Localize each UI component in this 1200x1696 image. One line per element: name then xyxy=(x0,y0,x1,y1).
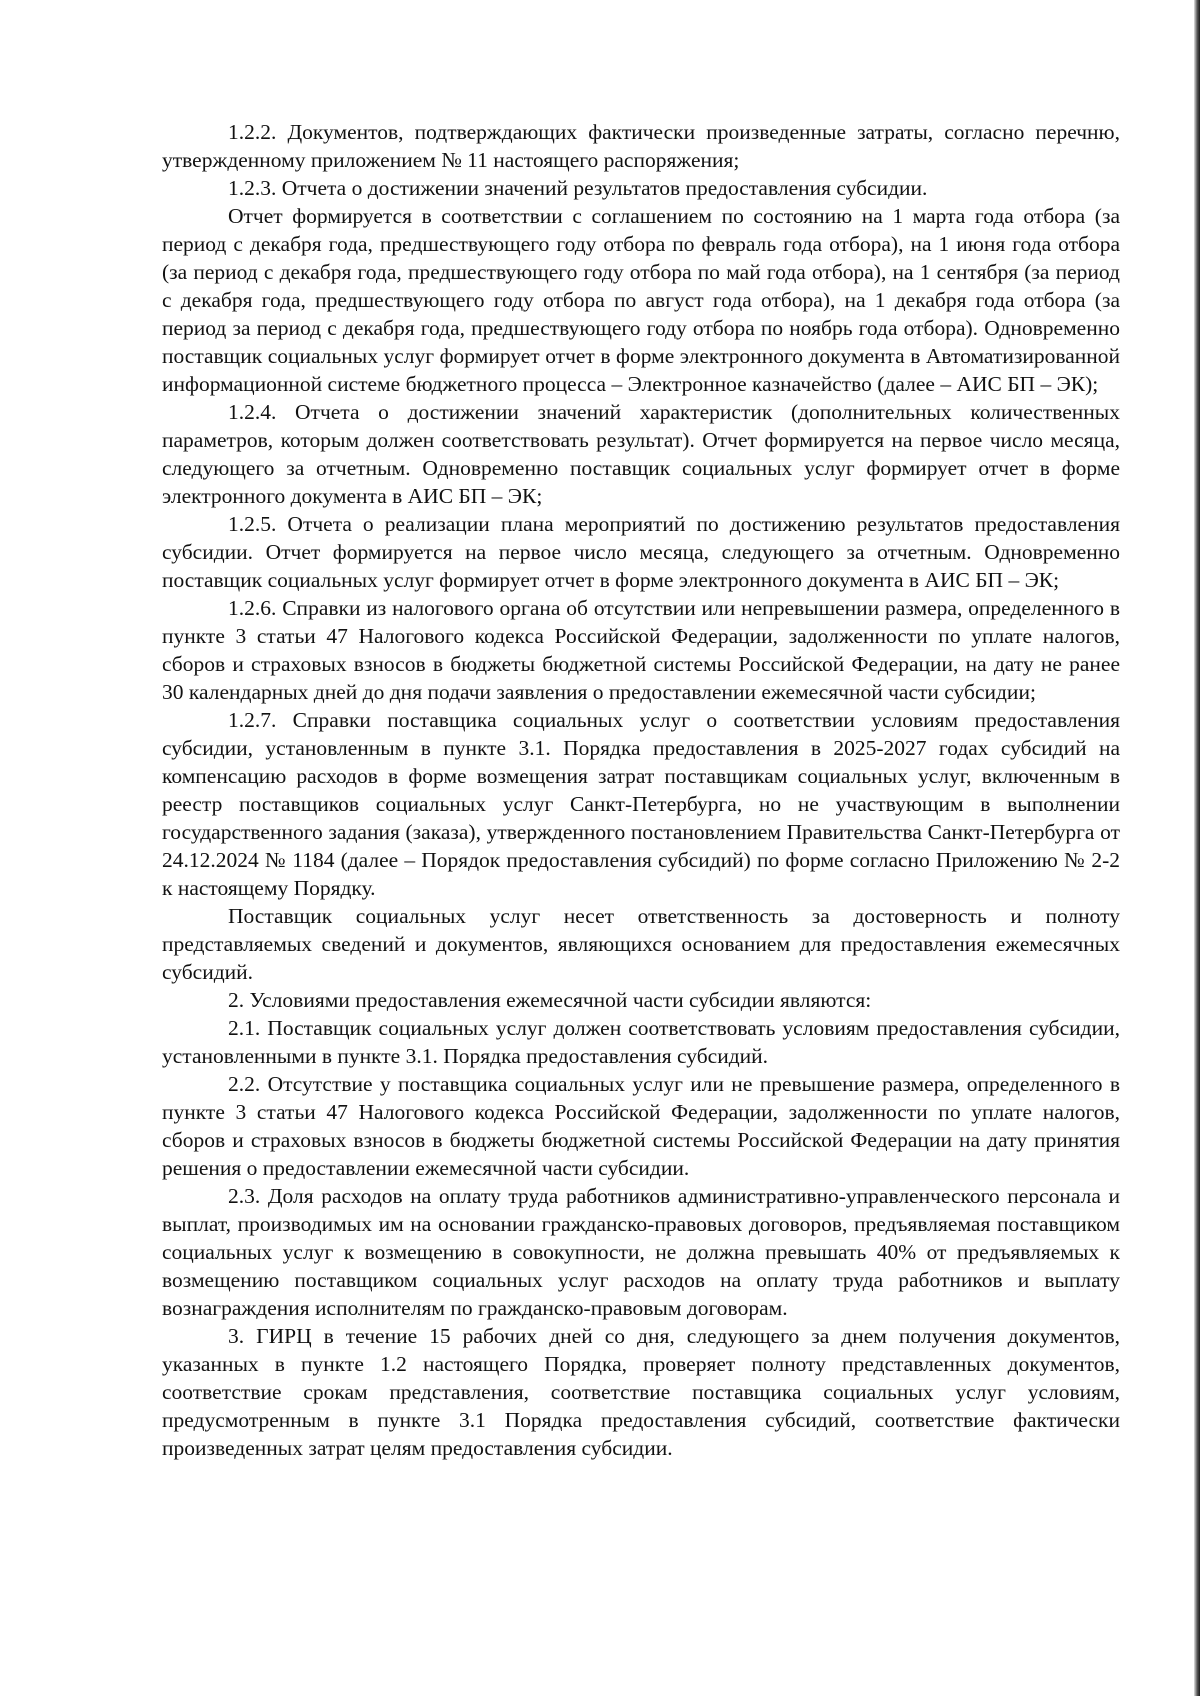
paragraph-responsibility: Поставщик социальных услуг несет ответственность за достоверность и полноту представляемых сведений и документов, являющихся основанием для предоставления ежемесячных субсидий. xyxy=(162,904,1120,984)
paragraph-1-2-3: 1.2.3. Отчета о достижении значений результатов предоставления субсидии. xyxy=(228,176,928,200)
paragraph-1-2-5: 1.2.5. Отчета о реализации плана мероприятий по достижению результатов предоставления субсидии. Отчет формируется на первое число месяца, следующего за отчетным. Одновременно поставщик социальных услуг формирует отчет в форме электронного документа в АИС БП – ЭК; xyxy=(162,512,1120,592)
paragraph-1-2-6: 1.2.6. Справки из налогового органа об отсутствии или непревышении размера, определенного в пункте 3 статьи 47 Налогового кодекса Российской Федерации, задолженности по уплате налогов, сборов и страховых взносов в бюджеты бюджетной системы Российской Федерации, на дату не ранее 30 календарных дней до дня подачи заявления о предоставлении ежемесячной части субсидии; xyxy=(162,596,1120,704)
paragraph-3: 3. ГИРЦ в течение 15 рабочих дней со дня, следующего за днем получения документов, указанных в пункте 1.2 настоящего Порядка, проверяет полноту представленных документов, соответствие срокам представления, соответствие поставщика социальных услуг условиям, предусмотренным в пункте 3.1 Порядка предоставления субсидий, соответствие фактически произведенных затрат целям предоставления субсидии. xyxy=(162,1324,1120,1460)
paragraph-1-2-7: 1.2.7. Справки поставщика социальных услуг о соответствии условиям предоставления субсидии, установленным в пункте 3.1. Порядка предоставления в 2025-2027 годах субсидий на компенсацию расходов в форме возмещения затрат поставщикам социальных услуг, включенным в реестр поставщиков социальных услуг Санкт-Петербурга, но не участвующим в выполнении государственного задания (заказа), утвержденного постановлением Правительства Санкт-Петербурга от 24.12.2024 № 1184 (далее – Порядок предоставления субсидий) по форме согласно Приложению № 2-2 к настоящему Порядку. xyxy=(162,708,1120,900)
paragraph-2-3: 2.3. Доля расходов на оплату труда работников административно-управленческого персонала и выплат, производимых им на основании гражданско-правовых договоров, предъявляемая поставщиком социальных услуг к возмещению в совокупности, не должна превышать 40% от предъявляемых к возмещению поставщиком социальных услуг расходов на оплату труда работников и выплату вознаграждения исполнителям по гражданско-правовым договорам. xyxy=(162,1184,1120,1320)
paragraph-2: 2. Условиями предоставления ежемесячной части субсидии являются: xyxy=(228,988,872,1012)
paragraph-1-2-2: 1.2.2. Документов, подтверждающих фактически произведенные затраты, согласно перечню, утвержденному приложением № 11 настоящего распоряжения; xyxy=(162,120,1120,172)
document-body xyxy=(162,118,1120,1462)
paragraph-report-schedule: Отчет формируется в соответствии с соглашением по состоянию на 1 марта года отбора (за период с декабря года, предшествующего году отбора по февраль года отбора), на 1 июня года отбора (за период с декабря года, предшествующего году отбора по май года отбора), на 1 сентября (за период с декабря года, предшествующего году отбора по август года отбора), на 1 декабря года отбора (за период за период с декабря года, предшествующего году отбора по ноябрь года отбора). Одновременно поставщик социальных услуг формирует отчет в форме электронного документа в Автоматизированной информационной системе бюджетного процесса – Электронное казначейство (далее – АИС БП – ЭК); xyxy=(162,204,1120,396)
scan-edge-shadow xyxy=(1194,0,1200,1696)
paragraph-2-1: 2.1. Поставщик социальных услуг должен соответствовать условиям предоставления субсидии, установленными в пункте 3.1. Порядка предоставления субсидий. xyxy=(162,1016,1120,1068)
paragraph-2-2: 2.2. Отсутствие у поставщика социальных услуг или не превышение размера, определенного в пункте 3 статьи 47 Налогового кодекса Российской Федерации, задолженности по уплате налогов, сборов и страховых взносов в бюджеты бюджетной системы Российской Федерации на дату принятия решения о предоставлении ежемесячной части субсидии. xyxy=(162,1072,1120,1180)
paragraph-1-2-4: 1.2.4. Отчета о достижении значений характеристик (дополнительных количественных параметров, которым должен соответствовать результат). Отчет формируется на первое число месяца, следующего за отчетным. Одновременно поставщик социальных услуг формирует отчет в форме электронного документа в АИС БП – ЭК; xyxy=(162,400,1120,508)
